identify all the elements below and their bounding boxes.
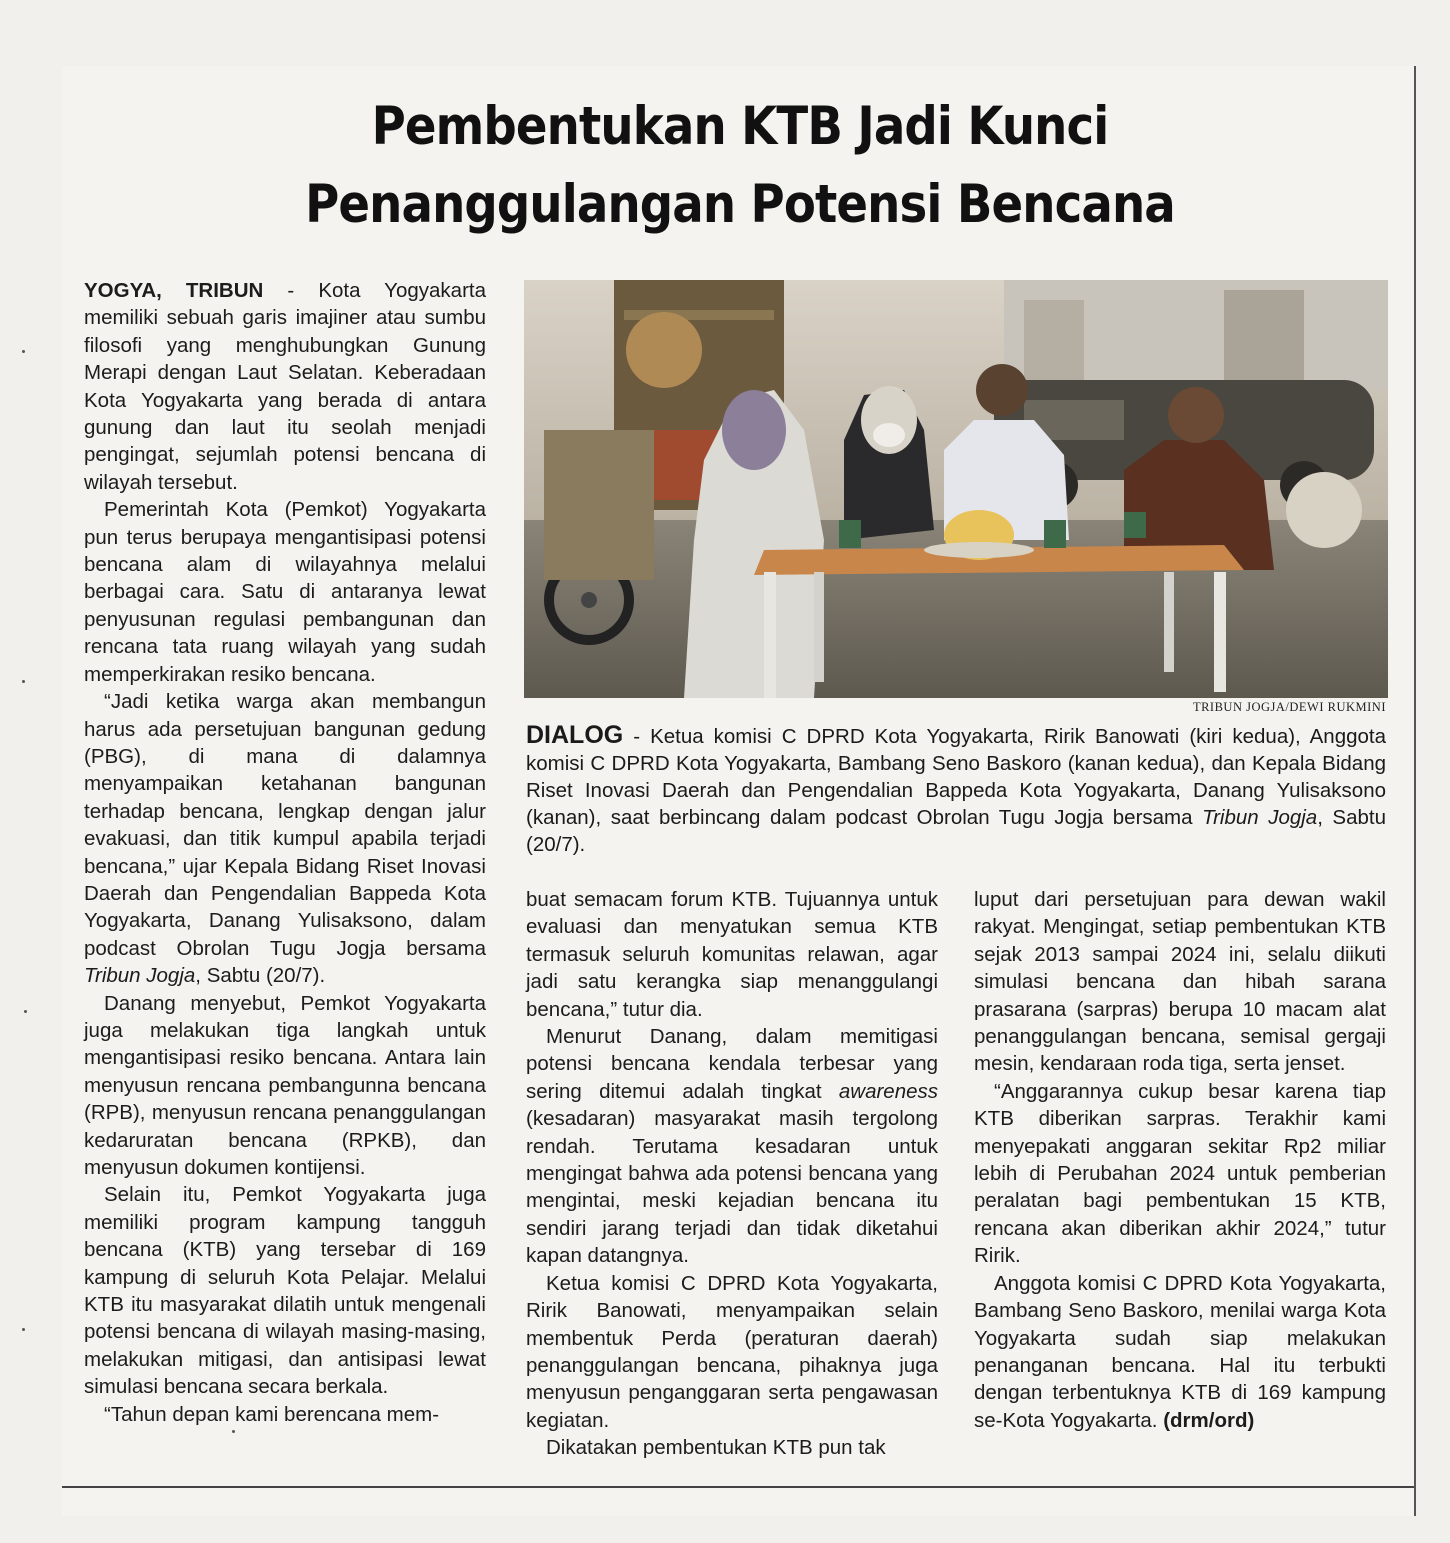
paragraph-text: Menurut Danang, dalam memitigasi potensi bencana kendala terbesar yang sering ditemui adalah tingkat (526, 1025, 938, 1103)
dateline-separator: - (263, 279, 319, 302)
photo-caption (526, 722, 1386, 858)
paragraph: “Anggarannya cukup besar karena tiap KTB diberikan sarpras. Terakhir kami menyepakati anggaran sekitar Rp2 miliar lebih di Perubahan 2024 untuk pemberian peralatan bagi pembentukan 15 KTB, rencana akan diberikan akhir 2024,” tutur Ririk. (974, 1079, 1386, 1268)
caption-text: - Ketua komisi C DPRD Kota Yogyakarta, Ririk Banowati (kiri kedua), Anggota komisi C DPRD Kota Yogyakarta, Bambang Seno Baskoro (kanan kedua), dan Kepala Bidang Riset Inovasi Daerah dan Pengendalian Bappeda Kota Yogyakarta, Danang Yulisaksono (kanan), saat berbincang dalam podcast Obrolan Tugu Jogja bersama (526, 725, 1386, 829)
emphasis-term: awareness (838, 1079, 938, 1103)
paragraph (84, 277, 486, 496)
article-column-3 (974, 886, 1386, 1434)
paragraph (84, 688, 486, 989)
scan-speck (24, 1010, 27, 1013)
author-signoff: (drm/ord) (1163, 1408, 1255, 1432)
caption-keyword: DIALOG (526, 721, 624, 749)
article-column-1 (84, 277, 486, 1428)
paragraph: buat semacam forum KTB. Tujuannya untuk evaluasi dan menyatukan semua KTB termasuk seluruh komunitas relawan, agar jadi satu kerangka siap menanggulangi bencana,” tutur dia. (526, 888, 938, 1021)
paragraph-text: Anggota komisi C DPRD Kota Yogyakarta, Bambang Seno Baskoro, menilai warga Kota Yogyakarta sudah siap melakukan penanganan bencana. Hal itu terbukti dengan terbentuknya KTB di 169 kampung se-Kota Yogyakarta. (974, 1271, 1386, 1432)
paragraph: Dikatakan pembentukan KTB pun tak (546, 1436, 886, 1460)
scan-speck (232, 1430, 235, 1433)
paragraph-text: “Jadi ketika warga akan membangun harus ada persetujuan bangunan gedung (PBG), di mana di dalamnya menyampaikan ketahanan bangunan terhadap bencana, lengkap dengan jalur evakuasi, dan titik kumpul apabila terjadi bencana,” ujar Kepala Bidang Riset Inovasi Daerah dan Pengendalian Bappeda Kota Yogyakarta, Danang Yulisaksono, dalam podcast Obrolan Tugu Jogja bersama (84, 690, 486, 960)
scan-speck (22, 1328, 25, 1331)
caption-text: , Sabtu (20/7). (526, 806, 1386, 856)
bottom-rule (62, 1486, 1414, 1488)
paragraph: “Tahun depan kami berencana mem- (104, 1402, 440, 1426)
scan-speck (22, 680, 25, 683)
photo-credit: TRIBUN JOGJA/DEWI RUKMINI (1192, 700, 1386, 714)
headline-line-2: Penanggulangan Potensi Bencana (305, 174, 1175, 235)
paragraph: luput dari persetujuan para dewan wakil rakyat. Mengingat, setiap pembentukan KTB sejak 2013 sampai 2024 ini, selalu diikuti simulasi bencana dan hibah sarana prasarana (sarpras) berupa 10 macam alat penanggulangan bencana, semisal gergaji mesin, kendaraan roda tiga, serta jenset. (974, 888, 1386, 1076)
scan-speck (22, 350, 25, 353)
paragraph-text: Kota Yogyakarta memiliki sebuah garis imajiner atau sumbu filosofi yang menghubungkan Gunung Merapi dengan Laut Selatan. Keberadaan Kota Yogyakarta yang berada di antara gunung dan laut itu seolah menjadi pengingat, sejumlah potensi bencana di wilayah tersebut. (84, 279, 486, 494)
dateline: YOGYA, TRIBUN (84, 279, 264, 302)
publication-name: Tribun Jogja (84, 964, 196, 988)
paragraph-text: (kesadaran) masyarakat masih tergolong rendah. Terutama kesadaran untuk mengingat bahwa ada potensi bencana yang mengintai, meski kejadian bencana itu sendiri jarang terjadi dan tidak diketahui kapan datangnya. (526, 1107, 938, 1268)
article-column-2 (526, 886, 938, 1462)
paragraph: Pemerintah Kota (Pemkot) Yogyakarta pun terus berupaya mengantisipasi potensi bencana alam di wilayahnya melalui berbagai cara. Satu di antaranya lewat penyusunan regulasi pembangunan dan rencana tata ruang wilayah yang sudah memperkirakan resiko bencana. (84, 498, 486, 686)
publication-name: Tribun Jogja (1202, 806, 1318, 829)
paragraph (526, 1023, 938, 1270)
paragraph: Selain itu, Pemkot Yogyakarta juga memiliki program kampung tangguh bencana (KTB) yang tersebar di 169 kampung di seluruh Kota Pelajar. Melalui KTB itu masyarakat dilatih untuk mengenali potensi bencana di wilayah masing-masing, melakukan mitigasi, dan antisipasi lewat simulasi bencana secara berkala. (84, 1183, 486, 1399)
paragraph: Danang menyebut, Pemkot Yogyakarta juga melakukan tiga langkah untuk mengantisipasi resiko bencana. Antara lain menyusun rencana pembangunna bencana (RPB), menyusun rencana penanggulangan kedaruratan bencana (RPKB), dan menyusun dokumen kontijensi. (84, 991, 486, 1179)
paragraph (974, 1270, 1386, 1434)
article-photo (524, 280, 1388, 698)
paragraph-text: , Sabtu (20/7). (195, 964, 326, 988)
photo-illustration (524, 280, 1388, 698)
headline-line-1: Pembentukan KTB Jadi Kunci (371, 96, 1109, 157)
article-headline (256, 88, 1224, 244)
paragraph: Ketua komisi C DPRD Kota Yogyakarta, Ririk Banowati, menyampaikan selain membentuk Perda (peraturan daerah) penanggulangan bencana, pihaknya juga menyusun penganggaran serta pengawasan kegiatan. (526, 1271, 938, 1432)
